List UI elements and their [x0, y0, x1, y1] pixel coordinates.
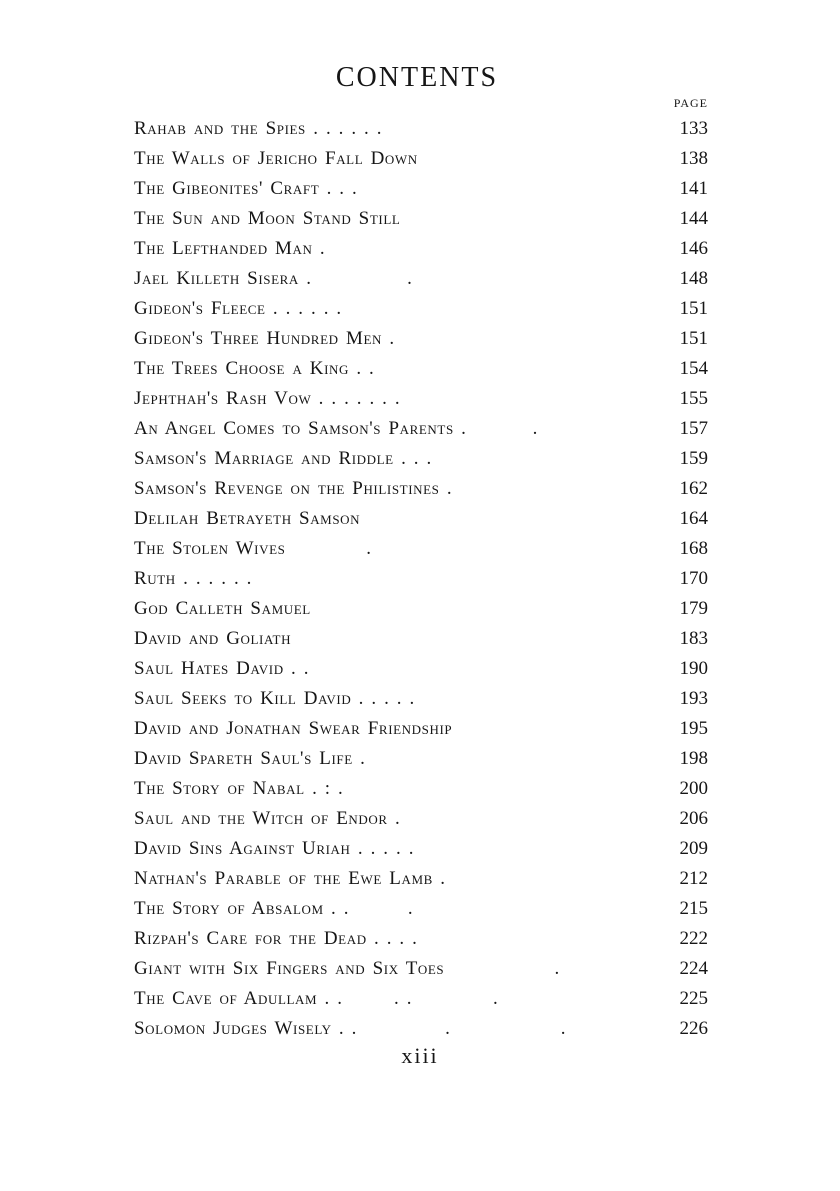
toc-entry	[134, 204, 708, 234]
toc-entry-page: 159	[679, 448, 708, 469]
toc-entry-title: Samson's Revenge on the Philistines .	[134, 478, 453, 499]
toc-entry-title: Giant with Six Fingers and Six Toes .	[134, 958, 560, 979]
toc-entry	[134, 294, 708, 324]
toc-entry-title: Ruth . . . . . .	[134, 568, 252, 589]
toc-entry	[134, 174, 708, 204]
toc-entry-page: 157	[679, 418, 708, 439]
page-title-text: CONTENTS	[335, 62, 499, 93]
toc-entry-page: 148	[679, 268, 708, 289]
toc-entry	[134, 714, 708, 744]
toc-entry	[134, 894, 708, 924]
toc-entry-page: 206	[679, 808, 708, 829]
toc-entry-page: 209	[679, 838, 708, 859]
toc-entry	[134, 774, 708, 804]
toc-entry-title: David and Goliath	[134, 628, 292, 649]
toc-entry-page: 222	[679, 928, 708, 949]
toc-entry	[134, 354, 708, 384]
toc-entry-title: The Stolen Wives .	[134, 538, 372, 559]
toc-entry-title: Jephthah's Rash Vow . . . . . . .	[134, 388, 401, 409]
toc-entry-title: The Story of Nabal . : .	[134, 778, 344, 799]
toc-entry	[134, 954, 708, 984]
toc-entry	[134, 924, 708, 954]
toc-entry	[134, 534, 708, 564]
toc-entry-title: God Calleth Samuel	[134, 598, 311, 619]
toc-entry-page: 225	[679, 988, 708, 1009]
toc-entry-page: 183	[679, 628, 708, 649]
toc-entry-page: 224	[679, 958, 708, 979]
toc-entry	[134, 654, 708, 684]
toc-entry-page: 133	[679, 118, 708, 139]
toc-entry	[134, 114, 708, 144]
toc-entry-page: 200	[679, 778, 708, 799]
toc-entry-page: 151	[679, 298, 708, 319]
toc-entry	[134, 744, 708, 774]
toc-entry-title: David and Jonathan Swear Friendship	[134, 718, 453, 739]
toc-entry	[134, 384, 708, 414]
toc-entry-page: 146	[679, 238, 708, 259]
toc-entry-title: Saul Seeks to Kill David . . . . .	[134, 688, 415, 709]
toc-entry-page: 193	[679, 688, 708, 709]
toc-entry-page: 215	[679, 898, 708, 919]
toc-entry	[134, 1014, 708, 1044]
table-of-contents	[134, 114, 708, 1044]
toc-entry-page: 179	[679, 598, 708, 619]
page-column-label: PAGE	[673, 96, 708, 110]
toc-entry-title: Gideon's Three Hundred Men .	[134, 328, 395, 349]
toc-entry	[134, 144, 708, 174]
toc-entry	[134, 804, 708, 834]
toc-entry-title: The Story of Absalom . . .	[134, 898, 414, 919]
toc-entry-page: 155	[679, 388, 708, 409]
toc-entry-title: Solomon Judges Wisely . . . .	[134, 1018, 567, 1039]
toc-entry-title: David Spareth Saul's Life .	[134, 748, 366, 769]
toc-entry-title: Rizpah's Care for the Dead . . . .	[134, 928, 418, 949]
toc-entry-page: 164	[679, 508, 708, 529]
toc-entry-page: 141	[679, 178, 708, 199]
toc-entry-title: Delilah Betrayeth Samson	[134, 508, 361, 529]
toc-entry	[134, 474, 708, 504]
toc-entry-title: Gideon's Fleece . . . . . .	[134, 298, 342, 319]
toc-entry-page: 212	[679, 868, 708, 889]
toc-entry-title: Rahab and the Spies . . . . . .	[134, 118, 383, 139]
toc-entry-title: The Gibeonites' Craft . . .	[134, 178, 358, 199]
toc-entry-page: 162	[679, 478, 708, 499]
toc-entry-page: 154	[679, 358, 708, 379]
toc-entry-page: 198	[679, 748, 708, 769]
toc-entry-page: 144	[679, 208, 708, 229]
toc-entry	[134, 504, 708, 534]
toc-entry	[134, 594, 708, 624]
toc-entry-title: Jael Killeth Sisera . .	[134, 268, 413, 289]
toc-entry-page: 168	[679, 538, 708, 559]
toc-entry	[134, 234, 708, 264]
toc-entry	[134, 264, 708, 294]
toc-entry	[134, 984, 708, 1014]
toc-entry	[134, 564, 708, 594]
toc-entry-title: Samson's Marriage and Riddle . . .	[134, 448, 432, 469]
page-title	[0, 58, 840, 98]
toc-entry	[134, 684, 708, 714]
toc-entry-page: 138	[679, 148, 708, 169]
toc-entry-title: Nathan's Parable of the Ewe Lamb .	[134, 868, 446, 889]
toc-entry-page: 190	[679, 658, 708, 679]
toc-entry-page: 195	[679, 718, 708, 739]
toc-entry	[134, 834, 708, 864]
toc-entry-title: David Sins Against Uriah . . . . .	[134, 838, 415, 859]
toc-entry-title: An Angel Comes to Samson's Parents . .	[134, 418, 538, 439]
toc-entry	[134, 864, 708, 894]
toc-entry	[134, 414, 708, 444]
toc-entry-title: Saul Hates David . .	[134, 658, 310, 679]
toc-entry-title: The Walls of Jericho Fall Down	[134, 148, 418, 169]
page-number-folio: xiii	[401, 1043, 439, 1068]
toc-entry-page: 170	[679, 568, 708, 589]
toc-entry	[134, 324, 708, 354]
toc-entry-title: The Sun and Moon Stand Still	[134, 208, 401, 229]
toc-entry-title: Saul and the Witch of Endor .	[134, 808, 401, 829]
toc-entry-title: The Lefthanded Man .	[134, 238, 326, 259]
toc-entry-page: 151	[679, 328, 708, 349]
toc-entry-title: The Cave of Adullam . . . . .	[134, 988, 499, 1009]
toc-entry-page: 226	[679, 1018, 708, 1039]
toc-entry-title: The Trees Choose a King . .	[134, 358, 375, 379]
toc-entry	[134, 444, 708, 474]
toc-entry	[134, 624, 708, 654]
